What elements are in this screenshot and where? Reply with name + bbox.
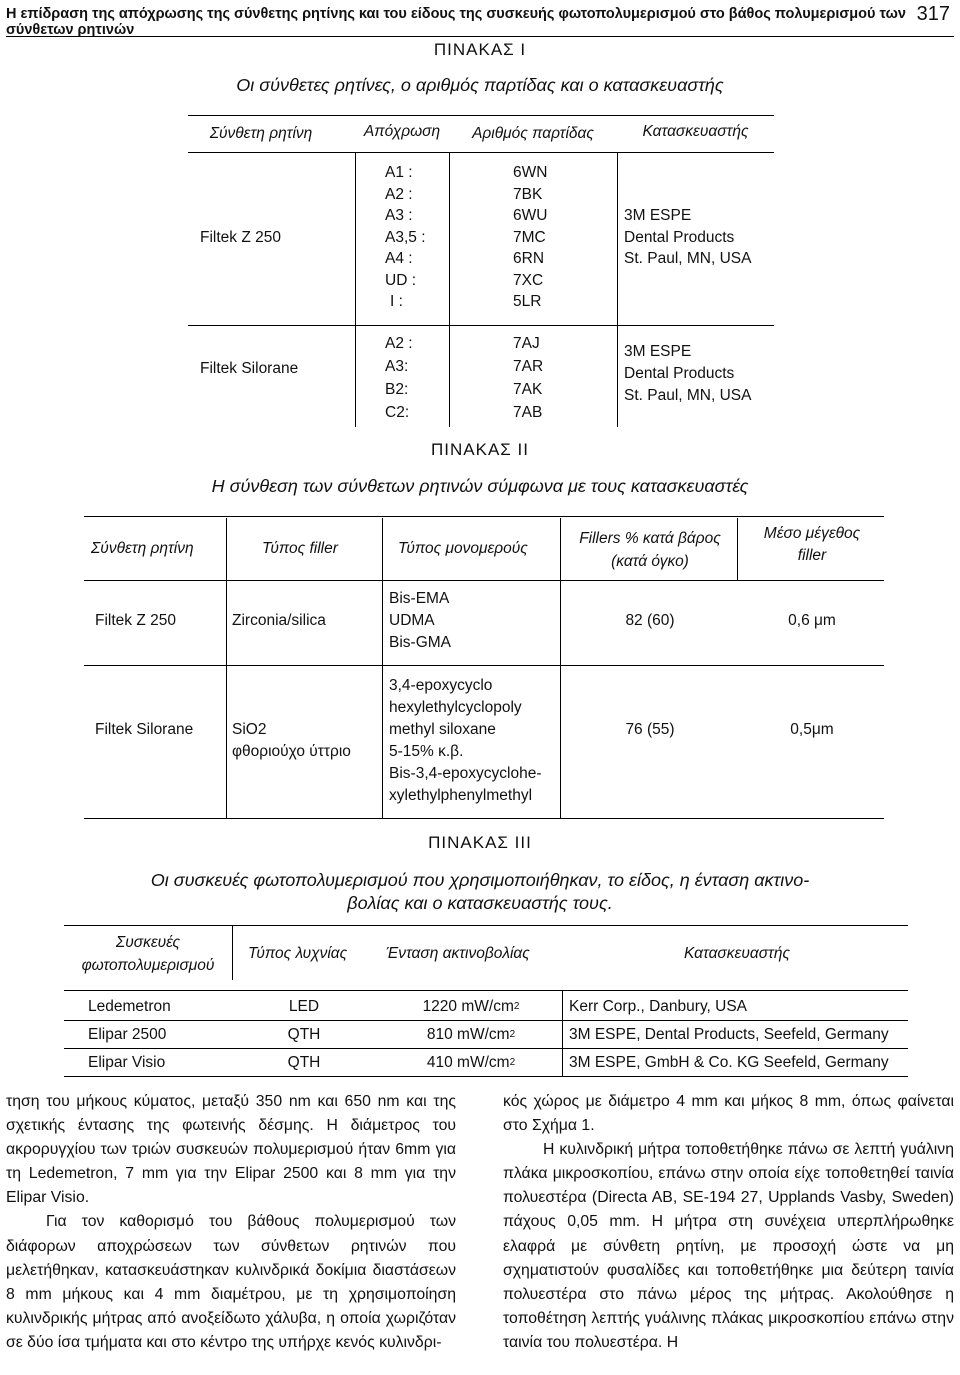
table1-r1-lot: 6RN bbox=[513, 250, 545, 267]
table1-r2-shade: A2 : bbox=[385, 335, 413, 352]
table1-r2-shade: B2: bbox=[385, 381, 409, 398]
table3-bottom-rule bbox=[64, 1076, 908, 1077]
table2-r2-monomer: 3,4-epoxycyclo bbox=[389, 677, 493, 694]
table1-header-resin: Σύνθετη ρητίνη bbox=[209, 125, 313, 142]
table1-r2-lot: 7AJ bbox=[513, 335, 540, 352]
body-right-paragraph-2: Η κυλινδρική μήτρα τοποθετήθηκε πάνω σε λεπτή γυάλινη πλάκα μικροσκοπίου, επάνω στην οποία είχε τοποθετηθεί ταινία πολυεστέρα (Directa AB, SE-194 27, Upplands Vasby, Sweden) πάχους 0,05 mm. Η μήτρα στη συνέχεια υπερπλήρωθηκε ελαφρά με σύνθετη ρητίνη, με προσοχή ώστε να μη σχηματιστούν φυσαλίδες και τοποθετήθηκε μια δεύτερη ταινία πολυεστέρα στο πάνω μέρος της μήτρας. Ακολούθησε η τοποθέτηση λεπτής γυάλινης πλάκας μικροσκοπίου επάνω στην ταινία του πολυεστέρα. Η bbox=[503, 1141, 954, 1351]
table2-top-rule bbox=[84, 516, 884, 517]
table2-r1-monomer: UDMA bbox=[389, 612, 435, 629]
table2-vline-2 bbox=[382, 518, 383, 818]
table1-top-rule bbox=[188, 115, 774, 116]
table3-r3-intensity: 410 $mW/cm^2$ bbox=[426, 1054, 516, 1071]
table3-r1-intensity: 1220 $mW/cm^2$ bbox=[422, 998, 520, 1015]
table1-r1-manufacturer: Dental Products bbox=[624, 228, 735, 246]
table2-r1-mean-size: 0,6 μm bbox=[788, 612, 836, 629]
table1-r1-shade: A2 : bbox=[385, 185, 413, 203]
table1-r1-shade: I : bbox=[390, 293, 403, 310]
table2-r2-filler: φθοριούχο ύττριο bbox=[232, 743, 351, 760]
table3-r2-intensity: 810 $mW/cm^2$ bbox=[426, 1026, 516, 1043]
table3-header-manufacturer: Κατασκευαστής bbox=[684, 945, 790, 962]
table1-title: Οι σύνθετες ρητίνες, ο αριθμός παρτίδας και ο κατασκευαστής bbox=[236, 75, 724, 95]
table1-label: ΠΙΝΑΚΑΣ I bbox=[433, 40, 527, 59]
table2-r1-filler: Zirconia/silica bbox=[232, 612, 326, 629]
table1-r1-shade: A3,5 : bbox=[385, 228, 426, 246]
table2-header-mean-size: filler bbox=[797, 547, 827, 564]
body-left-paragraph-1: τηση του μήκους κύματος, μεταξύ 350 nm και 650 nm και της σχετικής έντασης της φωτεινής δέσμης. Η διάμετρος του ακρορυγχίου των τριών συσκευών πολυμερισμού ήταν 6mm για τη Ledemetron, 7 mm για την Elipar 2500 και 8 mm για την Elipar Visio. bbox=[6, 1093, 456, 1207]
table1-r1-manufacturer: 3M ESPE bbox=[624, 207, 692, 224]
table2-vline-3 bbox=[560, 518, 561, 818]
table2-r2-filler: SiO2 bbox=[232, 721, 267, 738]
table1-header-lot: Αριθμός παρτίδας bbox=[472, 125, 594, 142]
table1-r2-manufacturer: St. Paul, MN, USA bbox=[624, 387, 752, 404]
table1-r2-lot: 7AK bbox=[513, 381, 543, 398]
table1-r1-lot: 6WU bbox=[513, 207, 548, 224]
table2-header-filler: Τύπος filler bbox=[262, 540, 338, 557]
table3-r1-manufacturer: Kerr Corp., Danbury, USA bbox=[569, 998, 748, 1015]
table2-r2-monomer: xylethylphenylmethyl bbox=[389, 787, 533, 804]
body-left-column bbox=[6, 1090, 456, 1355]
table1-r1-manufacturer: St. Paul, MN, USA bbox=[624, 250, 752, 267]
table1-r1-lot: 6WN bbox=[513, 164, 548, 181]
table2-vline-1 bbox=[226, 518, 227, 818]
table2-r2-monomer: 5-15% κ.β. bbox=[389, 743, 464, 760]
table3-top-rule bbox=[64, 925, 908, 926]
running-title: Η επίδραση της απόχρωσης της σύνθετης ρητίνης και του είδους της συσκευής φωτοπολυμερισμού στο βάθος πολυμερισμού των σύνθετων ρητινών bbox=[6, 6, 906, 38]
table1-r2-lot: 7AR bbox=[513, 358, 544, 375]
table2-header-resin: Σύνθετη ρητίνη bbox=[91, 540, 194, 557]
table2-row-rule bbox=[84, 665, 884, 666]
table1-r2-lot: 7AB bbox=[513, 404, 543, 421]
table1-r1-shade: A3 : bbox=[385, 207, 413, 224]
table2-r2-fillers-pct: 76 (55) bbox=[625, 721, 675, 738]
table2-r1-monomer: Bis-GMA bbox=[389, 634, 451, 651]
table3-title-line2: βολίας και ο κατασκευαστής τους. bbox=[347, 893, 613, 913]
table1-r2-manufacturer: 3M ESPE bbox=[624, 343, 692, 360]
table2-r2-monomer: Bis-3,4-epoxycyclohe- bbox=[389, 765, 542, 782]
table2-r2-monomer: methyl siloxane bbox=[389, 721, 496, 738]
table1-vline-2 bbox=[449, 152, 450, 427]
table1-r1-shade: A4 : bbox=[385, 250, 413, 267]
table3-header-device: φωτοπολυμερισμού bbox=[81, 957, 215, 974]
table1-vline-3 bbox=[617, 152, 618, 427]
table2-r2-monomer: hexylethylcyclopoly bbox=[389, 699, 522, 716]
table3-header-device: Συσκευές bbox=[115, 934, 181, 951]
table1-r1-shade: UD : bbox=[385, 271, 416, 289]
table2-title: Η σύνθεση των σύνθετων ρητινών σύμφωνα με τους κατασκευαστές bbox=[211, 476, 749, 496]
table2-header-fillers-pct: Fillers % κατά βάρος bbox=[579, 530, 721, 547]
table1-header-shade: Απόχρωση bbox=[363, 123, 441, 140]
table2-bottom-rule bbox=[84, 818, 884, 819]
table1-r2-shade: C2: bbox=[385, 404, 410, 421]
table3-header-lamp: Τύπος λυχνίας bbox=[248, 945, 348, 962]
table1-row-rule bbox=[188, 325, 774, 326]
table2-r2-mean-size: 0,5μm bbox=[790, 721, 834, 738]
table1-header-manufacturer: Κατασκευαστής bbox=[642, 123, 749, 140]
table1-r2-resin: Filtek Silorane bbox=[200, 360, 299, 377]
table2-header-monomer: Τύπος μονομερούς bbox=[398, 540, 528, 557]
table1-vline-1 bbox=[355, 152, 356, 427]
body-right-paragraph-1: κός χώρος με διάμετρο 4 mm και μήκος 8 mm, όπως φαίνεται στο Σχήμα 1. bbox=[503, 1093, 954, 1135]
table2-r2-resin: Filtek Silorane bbox=[95, 721, 194, 738]
table3-r2-lamp: QTH bbox=[287, 1026, 321, 1043]
table2-vline-4 bbox=[737, 518, 738, 580]
table3-vline-1 bbox=[232, 926, 233, 980]
table1-r1-shade: A1 : bbox=[385, 164, 413, 181]
table3-r1-lamp: LED bbox=[288, 998, 320, 1015]
table3-row-rule bbox=[64, 1020, 908, 1021]
table2-header-fillers-pct: (κατά όγκο) bbox=[611, 553, 689, 570]
table3-title-line1: Οι συσκευές φωτοπολυμερισμού που χρησιμοποιήθηκαν, το είδος, η ένταση ακτινο- bbox=[150, 870, 810, 890]
table3-r2-manufacturer: 3M ESPE, Dental Products, Seefeld, Germany bbox=[569, 1026, 889, 1043]
table1-r1-resin: Filtek Z 250 bbox=[200, 229, 281, 246]
table2-r1-monomer: Bis-EMA bbox=[389, 590, 450, 607]
table1-r2-manufacturer: Dental Products bbox=[624, 365, 735, 382]
body-right-column bbox=[503, 1090, 954, 1355]
table3-r3-manufacturer: 3M ESPE, GmbH & Co. KG Seefeld, Germany bbox=[569, 1054, 889, 1071]
table1-header-rule bbox=[188, 152, 774, 153]
body-left-paragraph-2: Για τον καθορισμό του βάθους πολυμερισμού των διάφορων αποχρώσεων των σύνθετων ρητινών που μελετήθηκαν, κατασκευάστηκαν κυλινδρικά δοκίμια διαστάσεων 8 mm μήκους και 4 mm διαμέτρου, με τη χρησιμοποίηση κυλινδρικής μήτρας από ανοξείδωτο χάλυβα, η οποία χωριζόταν σε δύο ίσα τμήματα και στο κέντρο της υπήρχε κενός κυλινδρι- bbox=[6, 1213, 456, 1351]
table3-header-intensity: Ένταση ακτινοβολίας bbox=[386, 945, 530, 962]
table3-r3-device: Elipar Visio bbox=[88, 1054, 166, 1071]
table3-r2-device: Elipar 2500 bbox=[88, 1026, 167, 1043]
table2-header-mean-size: Μέσο μέγεθος bbox=[763, 525, 861, 542]
table3-label: ΠΙΝΑΚΑΣ III bbox=[428, 833, 532, 852]
table1-r2-shade: A3: bbox=[385, 358, 409, 375]
table3-r1-device: Ledemetron bbox=[88, 998, 171, 1015]
table1-r1-lot: 7MC bbox=[513, 228, 546, 246]
table2-r1-resin: Filtek Z 250 bbox=[95, 612, 176, 629]
running-header bbox=[6, 3, 954, 38]
table3-r3-lamp: QTH bbox=[287, 1054, 321, 1071]
page-number: 317 bbox=[916, 3, 950, 25]
table2-r1-fillers-pct: 82 (60) bbox=[625, 612, 675, 629]
table1-r1-lot: 5LR bbox=[513, 293, 542, 310]
table2-header-rule bbox=[84, 580, 884, 581]
table1-r1-lot: 7XC bbox=[513, 271, 544, 289]
table2-label: ΠΙΝΑΚΑΣ II bbox=[431, 440, 529, 459]
table3-row-rule bbox=[64, 1048, 908, 1049]
table1-r1-lot: 7BK bbox=[513, 185, 543, 203]
table3-header-rule bbox=[64, 990, 908, 991]
table3-vline-2 bbox=[562, 990, 563, 1076]
